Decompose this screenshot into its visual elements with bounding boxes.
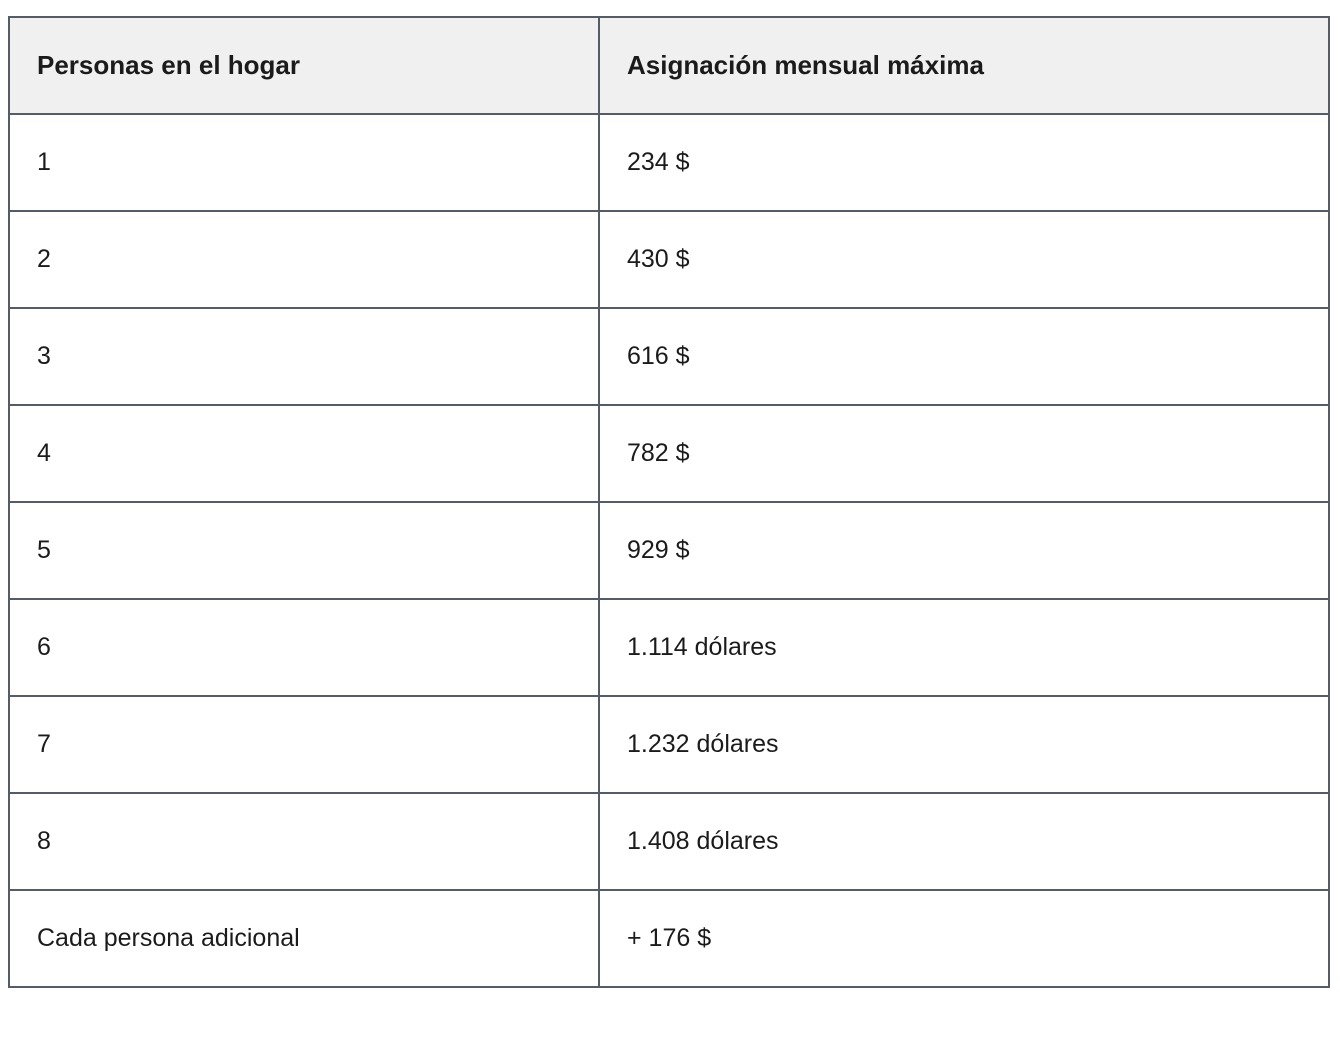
cell-household-size: 8 — [9, 793, 599, 890]
cell-allotment: 782 $ — [599, 405, 1329, 502]
cell-allotment: 929 $ — [599, 502, 1329, 599]
cell-household-size: 5 — [9, 502, 599, 599]
table-row — [9, 114, 1329, 211]
allotment-table-container — [8, 16, 1328, 988]
cell-allotment: + 176 $ — [599, 890, 1329, 987]
cell-household-size: 7 — [9, 696, 599, 793]
cell-household-size: 2 — [9, 211, 599, 308]
cell-household-size: 4 — [9, 405, 599, 502]
table-row — [9, 502, 1329, 599]
cell-allotment: 1.114 dólares — [599, 599, 1329, 696]
table-body — [9, 114, 1329, 987]
table-row — [9, 696, 1329, 793]
cell-household-size: Cada persona adicional — [9, 890, 599, 987]
table-row — [9, 405, 1329, 502]
table-row — [9, 599, 1329, 696]
cell-allotment: 1.232 dólares — [599, 696, 1329, 793]
allotment-table — [8, 16, 1330, 988]
header-max-monthly-allotment: Asignación mensual máxima — [599, 17, 1329, 114]
table-row — [9, 890, 1329, 987]
header-row — [9, 17, 1329, 114]
table-row — [9, 793, 1329, 890]
header-household-size: Personas en el hogar — [9, 17, 599, 114]
cell-household-size: 1 — [9, 114, 599, 211]
cell-allotment: 1.408 dólares — [599, 793, 1329, 890]
table-row — [9, 211, 1329, 308]
cell-household-size: 6 — [9, 599, 599, 696]
table-header — [9, 17, 1329, 114]
cell-household-size: 3 — [9, 308, 599, 405]
cell-allotment: 430 $ — [599, 211, 1329, 308]
table-row — [9, 308, 1329, 405]
cell-allotment: 234 $ — [599, 114, 1329, 211]
cell-allotment: 616 $ — [599, 308, 1329, 405]
